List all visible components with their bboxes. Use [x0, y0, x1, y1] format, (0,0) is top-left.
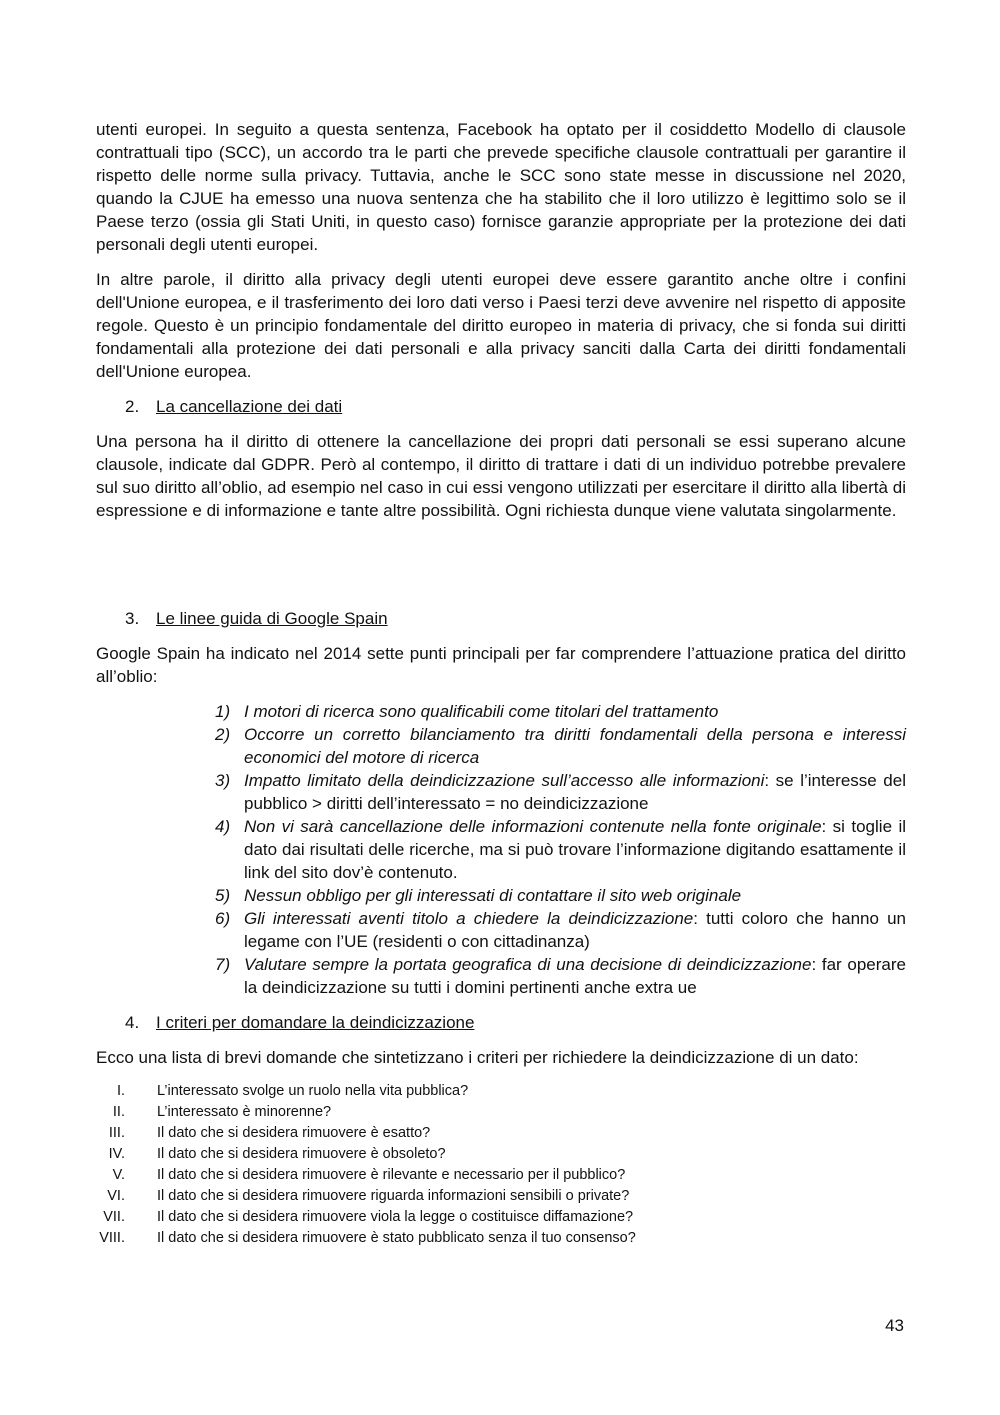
section-number: 4.: [125, 1013, 140, 1032]
page-number: 43: [885, 1316, 904, 1335]
list-item: 2) Occorre un corretto bilanciamento tra diritti fondamentali della persona e interessi economici del motore di ricerca: [215, 725, 906, 767]
paragraph-google-spain: Google Spain ha indicato nel 2014 sette punti principali per far comprendere l’attuazione pratica del diritto all’oblio:: [96, 644, 906, 686]
list-item: 3) Impatto limitato della deindicizzazione sull’accesso alle informazioni: se l’interesse del pubblico > diritti dell’interessato = no deindicizzazione: [215, 771, 906, 813]
guidelines-list: [96, 700, 906, 999]
section-heading-google-spain: [96, 607, 906, 630]
paragraph-criteri: Ecco una lista di brevi domande che sintetizzano i criteri per richiedere la deindicizzazione di un dato:: [96, 1048, 859, 1067]
list-item: V. Il dato che si desidera rimuovere è rilevante e necessario per il pubblico?: [112, 1167, 626, 1183]
paragraph-cancellazione: Una persona ha il diritto di ottenere la cancellazione dei propri dati personali se essi superano alcune clausole, indicate dal GDPR. Però al contempo, il diritto di trattare i dati di un individuo potrebbe prevalere sul suo diritto all’oblio, ad esempio nel caso in cui essi vengono utilizzati per esercitare il diritto alla libertà di espressione e di informazione e tante altre possibilità. Ogni richiesta dunque viene valutata singolarmente.: [96, 432, 906, 520]
page-content: [96, 118, 906, 1249]
blank-space: [96, 534, 906, 607]
list-item: VI. Il dato che si desidera rimuovere riguarda informazioni sensibili o private?: [107, 1188, 630, 1204]
criteria-list: [96, 1081, 906, 1249]
section-heading-criteri: [96, 1011, 906, 1034]
list-item: VII. Il dato che si desidera rimuovere viola la legge o costituisce diffamazione?: [103, 1209, 634, 1225]
paragraph-privacy-principle: In altre parole, il diritto alla privacy degli utenti europei deve essere garantito anche oltre i confini dell'Unione europea, e il trasferimento dei loro dati verso i Paesi terzi deve avvenire nel rispetto di apposite regole. Questo è un principio fondamentale del diritto europeo in materia di privacy, che si fonda sui diritti fondamentali alla protezione dei dati personali e alla privacy sanciti dalla Carta dei diritti fondamentali dell'Unione europea.: [96, 270, 906, 381]
list-item: 1) I motori di ricerca sono qualificabili come titolari del trattamento: [215, 702, 719, 721]
list-item: I. L’interessato svolge un ruolo nella vita pubblica?: [116, 1083, 469, 1099]
list-item: 7) Valutare sempre la portata geografica di una decisione di deindicizzazione: far operare la deindicizzazione su tutti i domini pertinenti anche extra ue: [215, 955, 906, 997]
section-number: 2.: [125, 397, 140, 416]
section-title: La cancellazione dei dati: [156, 397, 343, 416]
section-title: I criteri per domandare la deindicizzazione: [156, 1013, 475, 1032]
section-heading-cancellazione: [96, 395, 906, 418]
paragraph-scc: utenti europei. In seguito a questa sentenza, Facebook ha optato per il cosiddetto Modello di clausole contrattuali tipo (SCC), un accordo tra le parti che prevede specifiche clausole contrattuali per garantire il rispetto delle norme sulla privacy. Tuttavia, anche le SCC sono state messe in discussione nel 2020, quando la CJUE ha emesso una nuova sentenza che ha stabilito che il loro utilizzo è legittimo solo se il Paese terzo (ossia gli Stati Uniti, in questo caso) fornisce garanzie appropriate per la protezione dei dati personali degli utenti europei.: [96, 120, 906, 254]
list-item: III. Il dato che si desidera rimuovere è esatto?: [108, 1125, 431, 1141]
section-number: 3.: [125, 609, 140, 628]
list-item: II. L’interessato è minorenne?: [112, 1104, 332, 1120]
list-item: 4) Non vi sarà cancellazione delle informazioni contenute nella fonte originale: si toglie il dato dai risultati delle ricerche, ma si può trovare l’informazione digitando esattamente il link del sito dov’è contenuto.: [215, 817, 906, 882]
list-item: IV. Il dato che si desidera rimuovere è obsoleto?: [108, 1146, 446, 1162]
list-item: 6) Gli interessati aventi titolo a chiedere la deindicizzazione: tutti coloro che hanno un legame con l’UE (residenti o con cittadinanza): [215, 909, 907, 951]
list-item: VIII. Il dato che si desidera rimuovere è stato pubblicato senza il tuo consenso?: [99, 1230, 636, 1246]
section-title: Le linee guida di Google Spain: [156, 609, 388, 628]
list-item: 5) Nessun obbligo per gli interessati di contattare il sito web originale: [215, 886, 742, 905]
